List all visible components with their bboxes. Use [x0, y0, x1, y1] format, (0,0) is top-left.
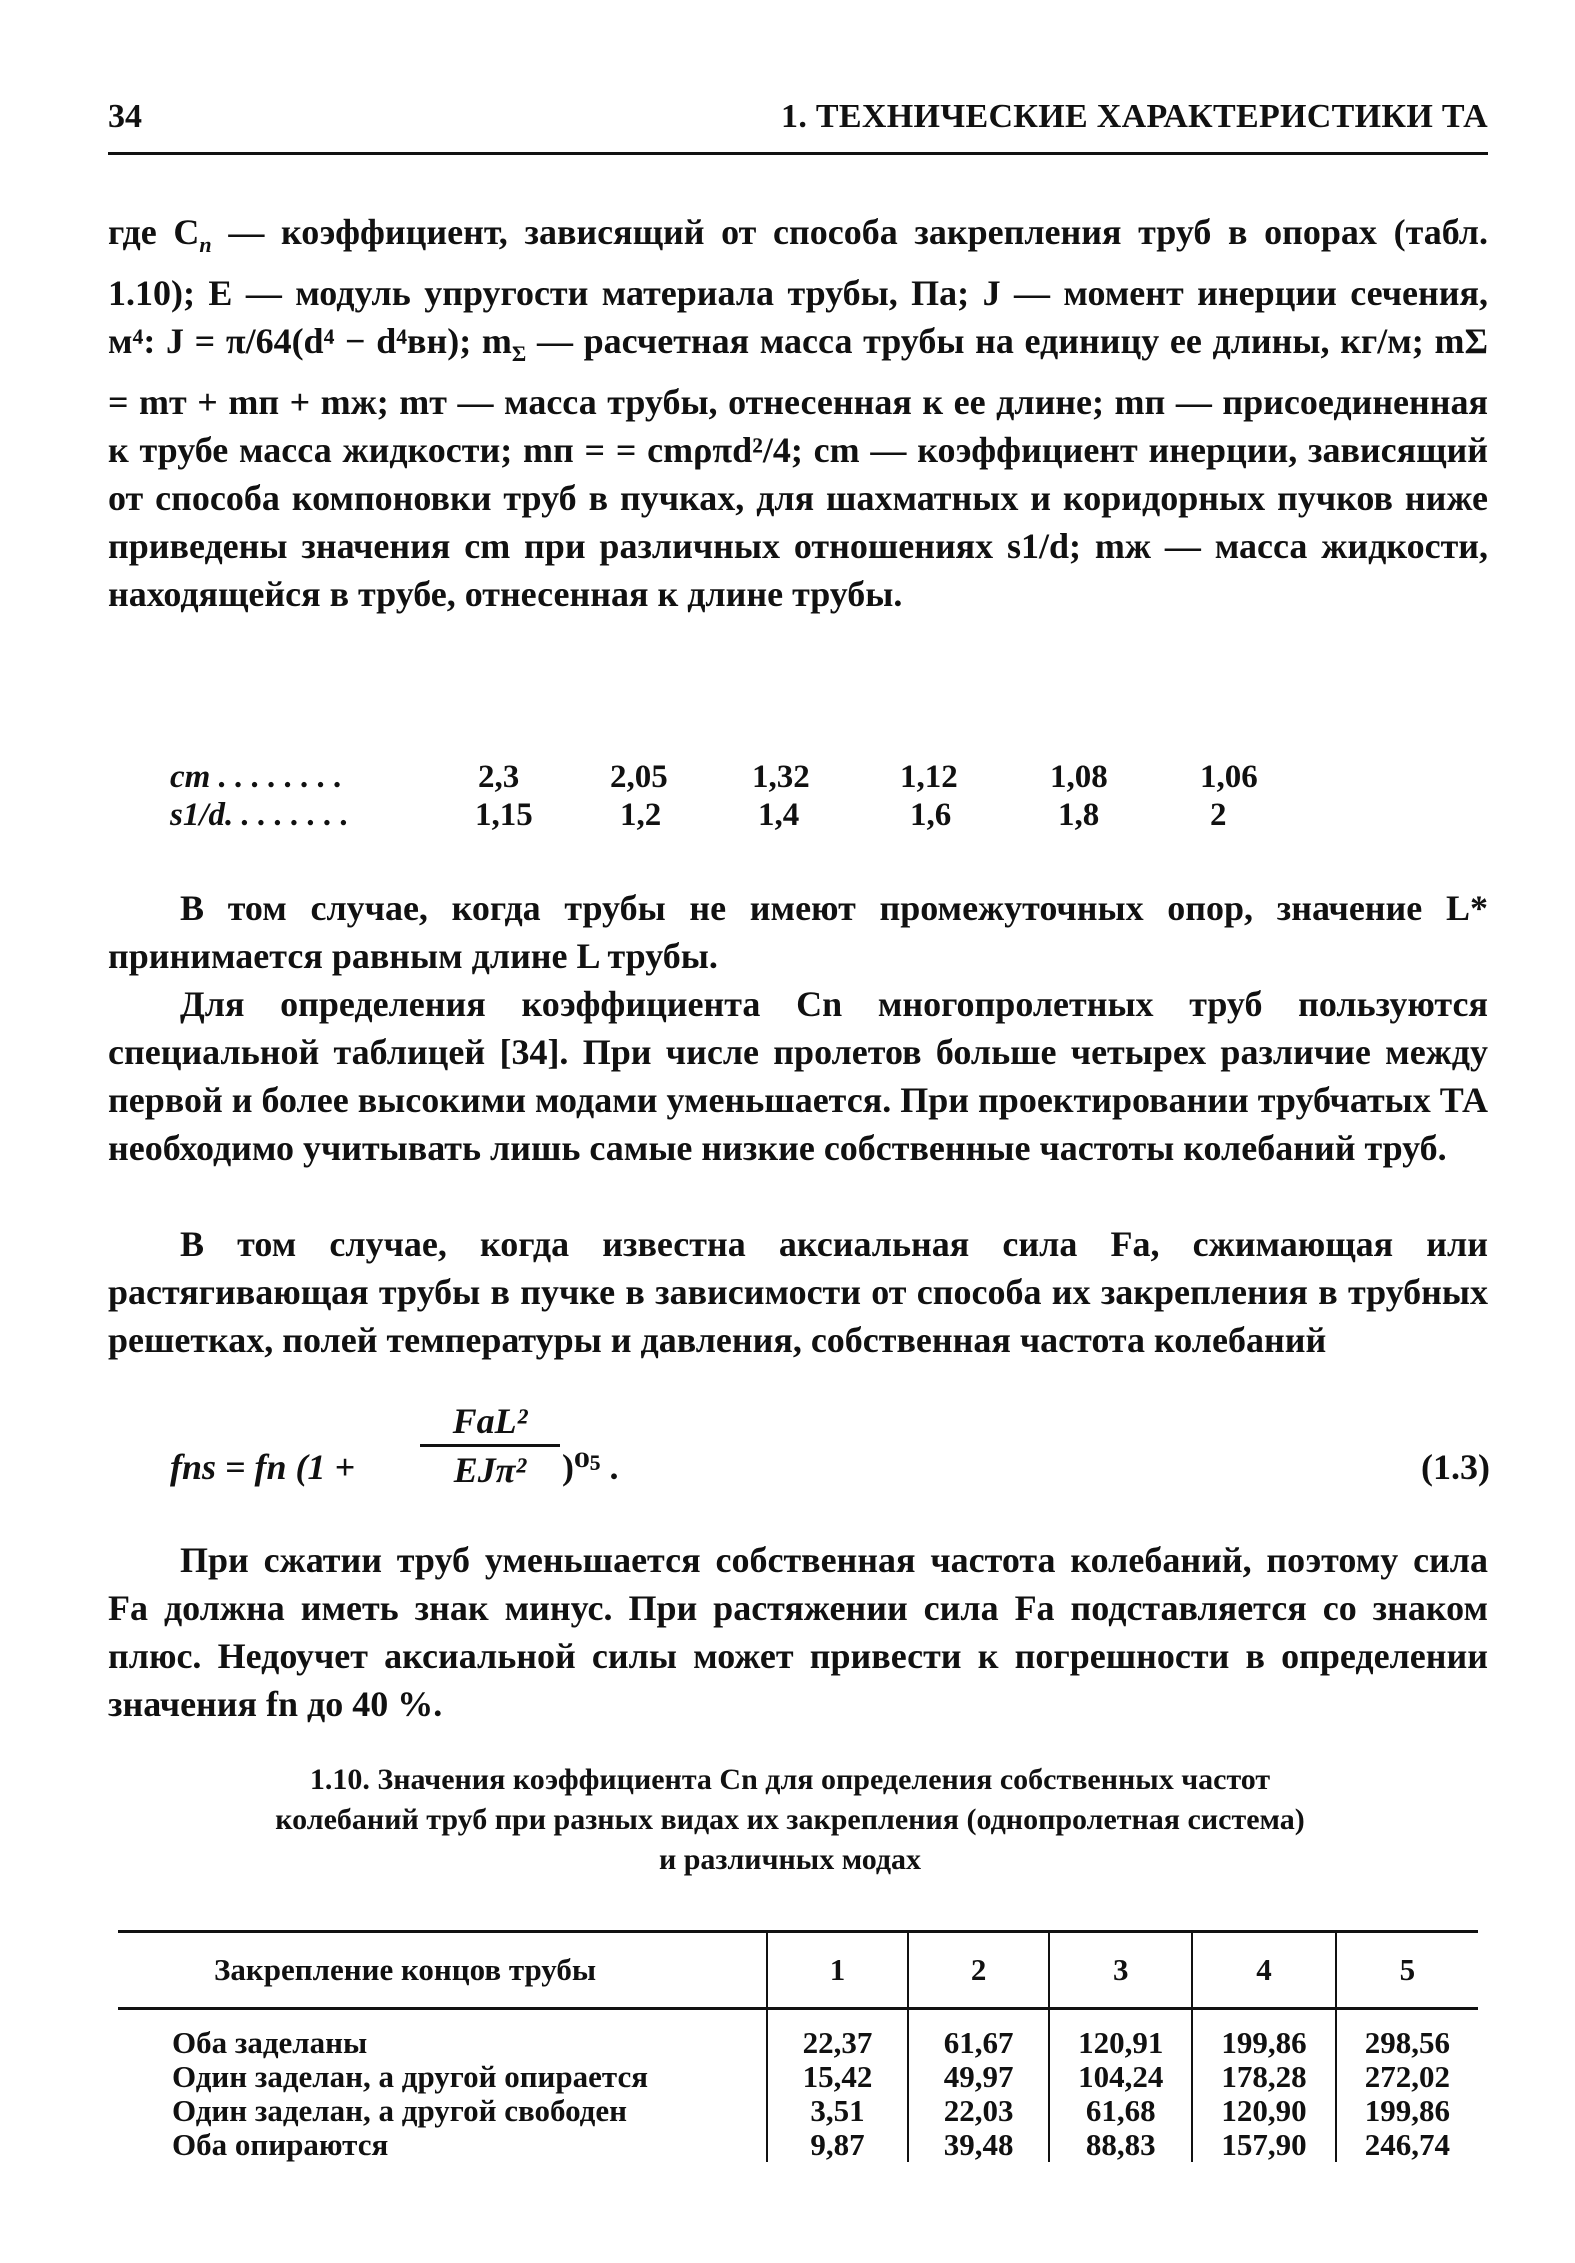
table-cell: 3,51 [767, 2094, 908, 2128]
cm-row [170, 758, 1370, 796]
s1d-value: 1,8 [1058, 797, 1100, 833]
table-cell: 120,90 [1192, 2094, 1335, 2128]
table-caption: 1.10. Значения коэффициента Cn для определения собственных частот колебаний труб при разных видах их закрепления (однопролетная система) и различных модах [275, 1763, 1305, 1876]
formula-denominator: EJπ² [453, 1450, 527, 1490]
s1d-value: 1,15 [475, 797, 533, 833]
table-cell: Один заделан, а другой свободен [172, 2093, 627, 2128]
paragraph-no-supports: В том случае, когда трубы не имеют промежуточных опор, значение L* принимается равным длине L трубы. [108, 888, 1488, 976]
formula-fraction [420, 1400, 560, 1491]
table-cell: 120,91 [1049, 2009, 1192, 2061]
cn-coefficients-table [118, 1930, 1478, 2162]
s1d-value: 1,2 [620, 797, 662, 833]
cm-value: 2,3 [478, 759, 520, 795]
table-cell: 22,03 [908, 2094, 1049, 2128]
paragraph-multispan: Для определения коэффициента Cn многопролетных труб пользуются специальной таблицей [34]. При числе пролетов больше четырех различие между первой и более высокими модами уменьшается. При проектировании трубчатых ТА необходимо учитывать лишь самые низкие собственные частоты колебаний труб. [108, 984, 1488, 1168]
s1d-value: 2 [1210, 797, 1227, 833]
table-header-row [118, 1932, 1478, 2009]
formula-left: fns = fn (1 + [170, 1447, 356, 1487]
formula-1-3 [170, 1400, 1490, 1520]
column-header: 4 [1192, 1932, 1335, 2009]
s1d-value: 1,6 [910, 797, 952, 833]
column-header: 1 [767, 1932, 908, 2009]
table-row [118, 2128, 1478, 2162]
table-cell: 49,97 [908, 2060, 1049, 2094]
s1d-value: 1,4 [758, 797, 800, 833]
page-number: 34 [108, 98, 142, 135]
table-row [118, 2009, 1478, 2061]
page-header [108, 98, 1488, 148]
table-row [118, 2094, 1478, 2128]
table-cell: 9,87 [767, 2128, 908, 2162]
s1d-label: s1/d. . . . . . . . [170, 797, 349, 833]
formula-number: (1.3) [1421, 1447, 1490, 1487]
table-cell: 61,67 [908, 2009, 1049, 2061]
table-cell: Один заделан, а другой опирается [172, 2059, 649, 2094]
table-cell: 39,48 [908, 2128, 1049, 2162]
table-cell: 246,74 [1336, 2128, 1478, 2162]
cm-value: 1,12 [900, 759, 958, 795]
column-header: 2 [908, 1932, 1049, 2009]
cm-label: cm . . . . . . . . [170, 759, 343, 795]
column-header: 3 [1049, 1932, 1192, 2009]
table-cell: Оба опираются [172, 2127, 389, 2162]
paragraph-definitions: где $C_n$ — коэффициент, зависящий от способа закрепления труб в опорах (табл. 1.10); E — модуль упругости материала трубы, Па; J — момент инерции сечения, м⁴: J = π/64(d⁴ − d⁴вн); $m_\Sigma$ — расчетная масса трубы на единицу ее длины, кг/м; mΣ = mт + mп + mж; mт — масса трубы, отнесенная к ее длине; mп — присоединенная к трубе масса жидкости; mп = = cmρπd²/4; cm — коэффициент инерции, зависящий от способа компоновки труб в пучках, для шахматных и коридорных пучков ниже приведены значения cm при различных отношениях s1/d; mж — масса жидкости, находящейся в трубе, отнесенная к длине трубы. [108, 212, 1488, 615]
cm-value: 2,05 [610, 759, 668, 795]
table-cell: 272,02 [1336, 2060, 1478, 2094]
table-cell: 157,90 [1192, 2128, 1335, 2162]
paragraph-axial-force: В том случае, когда известна аксиальная сила Fa, сжимающая или растягивающая трубы в пучке в зависимости от способа их закрепления в трубных решетках, полей температуры и давления, собственная частота колебаний [108, 1224, 1488, 1360]
header-rule [108, 152, 1488, 155]
table-cell: 178,28 [1192, 2060, 1335, 2094]
column-header: 5 [1336, 1932, 1478, 2009]
cm-value: 1,32 [752, 759, 810, 795]
column-header: Закрепление концов трубы [118, 1932, 767, 2009]
table-cell: 22,37 [767, 2009, 908, 2061]
table-cell: 199,86 [1336, 2094, 1478, 2128]
table-cell: 61,68 [1049, 2094, 1192, 2128]
s1d-row [170, 796, 1370, 834]
cm-values-table [170, 758, 1370, 834]
formula-numerator: FaL² [420, 1400, 560, 1447]
table-cell: 104,24 [1049, 2060, 1192, 2094]
table-cell: 88,83 [1049, 2128, 1192, 2162]
table-cell: 15,42 [767, 2060, 908, 2094]
table-cell: Оба заделаны [172, 2025, 368, 2060]
cm-value: 1,06 [1200, 759, 1258, 795]
table-cell: 298,56 [1336, 2009, 1478, 2061]
running-title: 1. ТЕХНИЧЕСКИЕ ХАРАКТЕРИСТИКИ ТА [781, 98, 1488, 135]
table-row [118, 2060, 1478, 2094]
formula-tail: )⁰⁵ . [562, 1447, 619, 1487]
cm-value: 1,08 [1050, 759, 1108, 795]
paragraph-compression: При сжатии труб уменьшается собственная частота колебаний, поэтому сила Fa должна иметь знак минус. При растяжении сила Fa подставляется со знаком плюс. Недоучет аксиальной силы может привести к погрешности в определении значения fn до 40 %. [108, 1540, 1488, 1724]
table-cell: 199,86 [1192, 2009, 1335, 2061]
